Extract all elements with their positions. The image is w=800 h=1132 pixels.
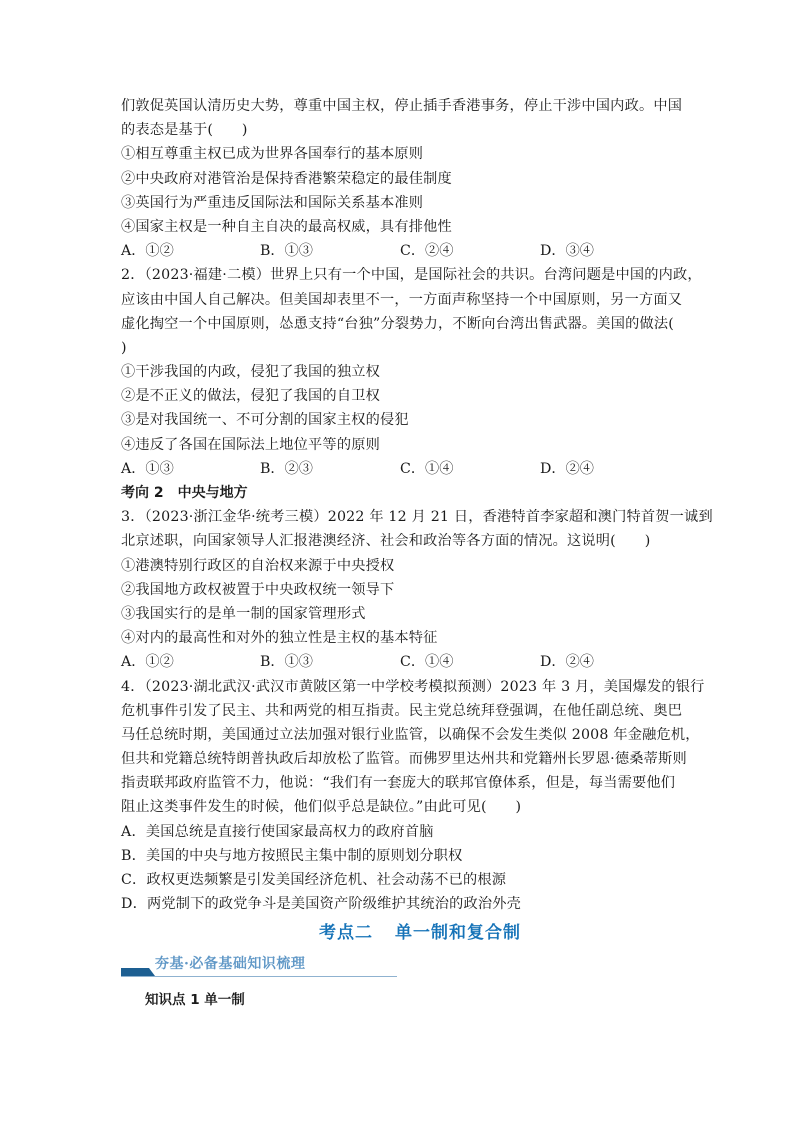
question-text-line: ) (121, 339, 127, 356)
question-text-line: 的表态是基于( ) (121, 122, 248, 139)
question-text-line: 应该由中国人自己解决。但美国却表里不一，一方面声称坚持一个中国原则，另一方面又 (121, 291, 683, 308)
statement: ③我国实行的是单一制的国家管理形式 (121, 605, 366, 622)
option-c: C．①④ (400, 460, 454, 477)
question-text-line: 指责联邦政府监管不力，他说：“我们有一套庞大的联邦官僚体系，但是，每当需要他们 (121, 775, 676, 792)
statement: ③是对我国统一、不可分割的国家主权的侵犯 (121, 412, 409, 429)
option-b: B．①③ (260, 243, 313, 260)
question-2 (121, 263, 702, 481)
option-a: A．①② (121, 654, 174, 671)
question-3 (121, 505, 713, 674)
question-text-line: 虚化掏空一个中国原则，怂恿支持“台独”分裂势力，不断向台湾出售武器。美国的做法( (121, 315, 674, 332)
question-text-line: 2．（2023·福建·二模）世界上只有一个中国，是国际社会的共识。台湾问题是中国的内政， (121, 267, 702, 284)
document-page (121, 94, 713, 1012)
question-text-line: 但共和党籍总统特朗普执政后却放松了监管。而佛罗里达州共和党籍州长罗恩·德桑蒂斯则 (121, 751, 687, 768)
option-d: D．两党制下的政党争斗是美国资产阶级维护其统治的政治外壳 (121, 896, 522, 913)
statement: ②我国地方政权被置于中央政权统一领导下 (121, 581, 395, 598)
banner-label: 夯基·必备基础知识梳理 (155, 956, 306, 973)
statement: ④违反了各国在国际法上地位平等的原则 (121, 436, 380, 453)
option-a: A．①② (121, 243, 174, 260)
question-1 (121, 94, 689, 263)
section-banner (121, 952, 689, 982)
section-title (151, 916, 689, 950)
statement: ④对内的最高性和对外的独立性是主权的基本特征 (121, 630, 438, 647)
option-b: B．②③ (260, 460, 313, 477)
statement: ①港澳特别行政区的自治权来源于中央授权 (121, 557, 395, 574)
banner-bar-icon (121, 968, 149, 976)
answer-options (121, 457, 689, 481)
option-d: D．③④ (540, 243, 594, 260)
option-d: D．②④ (540, 460, 594, 477)
question-text-line: 阻止这类事件发生的时候，他们似乎总是缺位。”由此可见( ) (121, 799, 522, 816)
knowledge-point-heading: 知识点 1 单一制 (145, 992, 245, 1009)
banner-divider (121, 976, 397, 977)
option-d: D．②④ (540, 654, 594, 671)
statement: ③英国行为严重违反国际法和国际关系基本准则 (121, 194, 424, 211)
question-4 (121, 675, 705, 917)
question-text-line: 马任总统时期，美国通过立法加强对银行业监管，以确保不会发生类似 2008 年金融危机， (121, 726, 700, 743)
statement: ①干涉我国的内政，侵犯了我国的独立权 (121, 364, 380, 381)
statement: ①相互尊重主权已成为世界各国奉行的基本原则 (121, 146, 424, 163)
option-c: C．政权更迭频繁是引发美国经济危机、社会动荡不已的根源 (121, 872, 507, 888)
statement: ④国家主权是一种自主自决的最高权威，具有排他性 (121, 218, 452, 235)
statement: ②是不正义的做法，侵犯了我国的自卫权 (121, 388, 380, 405)
question-text-line: 们敦促英国认清历史大势，尊重中国主权，停止插手香港事务，停止干涉中国内政。中国 (121, 98, 683, 114)
section-name: 单一制和复合制 (395, 923, 521, 944)
option-a: A．①③ (121, 460, 174, 477)
option-b: B．①③ (260, 654, 313, 671)
question-text-line: 危机事件引发了民主、共和两党的相互指责。民主党总统拜登强调，在他任副总统、奥巴 (121, 702, 683, 719)
option-a: A．美国总统是直接行使国家最高权力的政府首脑 (121, 823, 434, 840)
answer-options (121, 239, 689, 263)
answer-options (121, 650, 689, 674)
option-b: B．美国的中央与地方按照民主集中制的原则划分职权 (121, 847, 463, 864)
question-text-line: 3．（2023·浙江金华·统考三模）2022 年 12 月 21 日，香港特首李家超和澳门特首贺一诚到 (121, 509, 713, 526)
statement: ②中央政府对港管治是保持香港繁荣稳定的最佳制度 (121, 170, 452, 187)
section-number: 考点二 (319, 923, 373, 944)
direction-heading: 考向 2 中央与地方 (121, 485, 248, 501)
option-c: C．②④ (400, 243, 454, 260)
question-text-line: 北京述职，向国家领导人汇报港澳经济、社会和政治等各方面的情况。这说明( ) (121, 533, 651, 550)
question-text-line: 4．（2023·湖北武汉·武汉市黄陂区第一中学校考模拟预测）2023 年 3 月，美国爆发的银行 (121, 678, 705, 695)
option-c: C．①④ (400, 654, 454, 671)
